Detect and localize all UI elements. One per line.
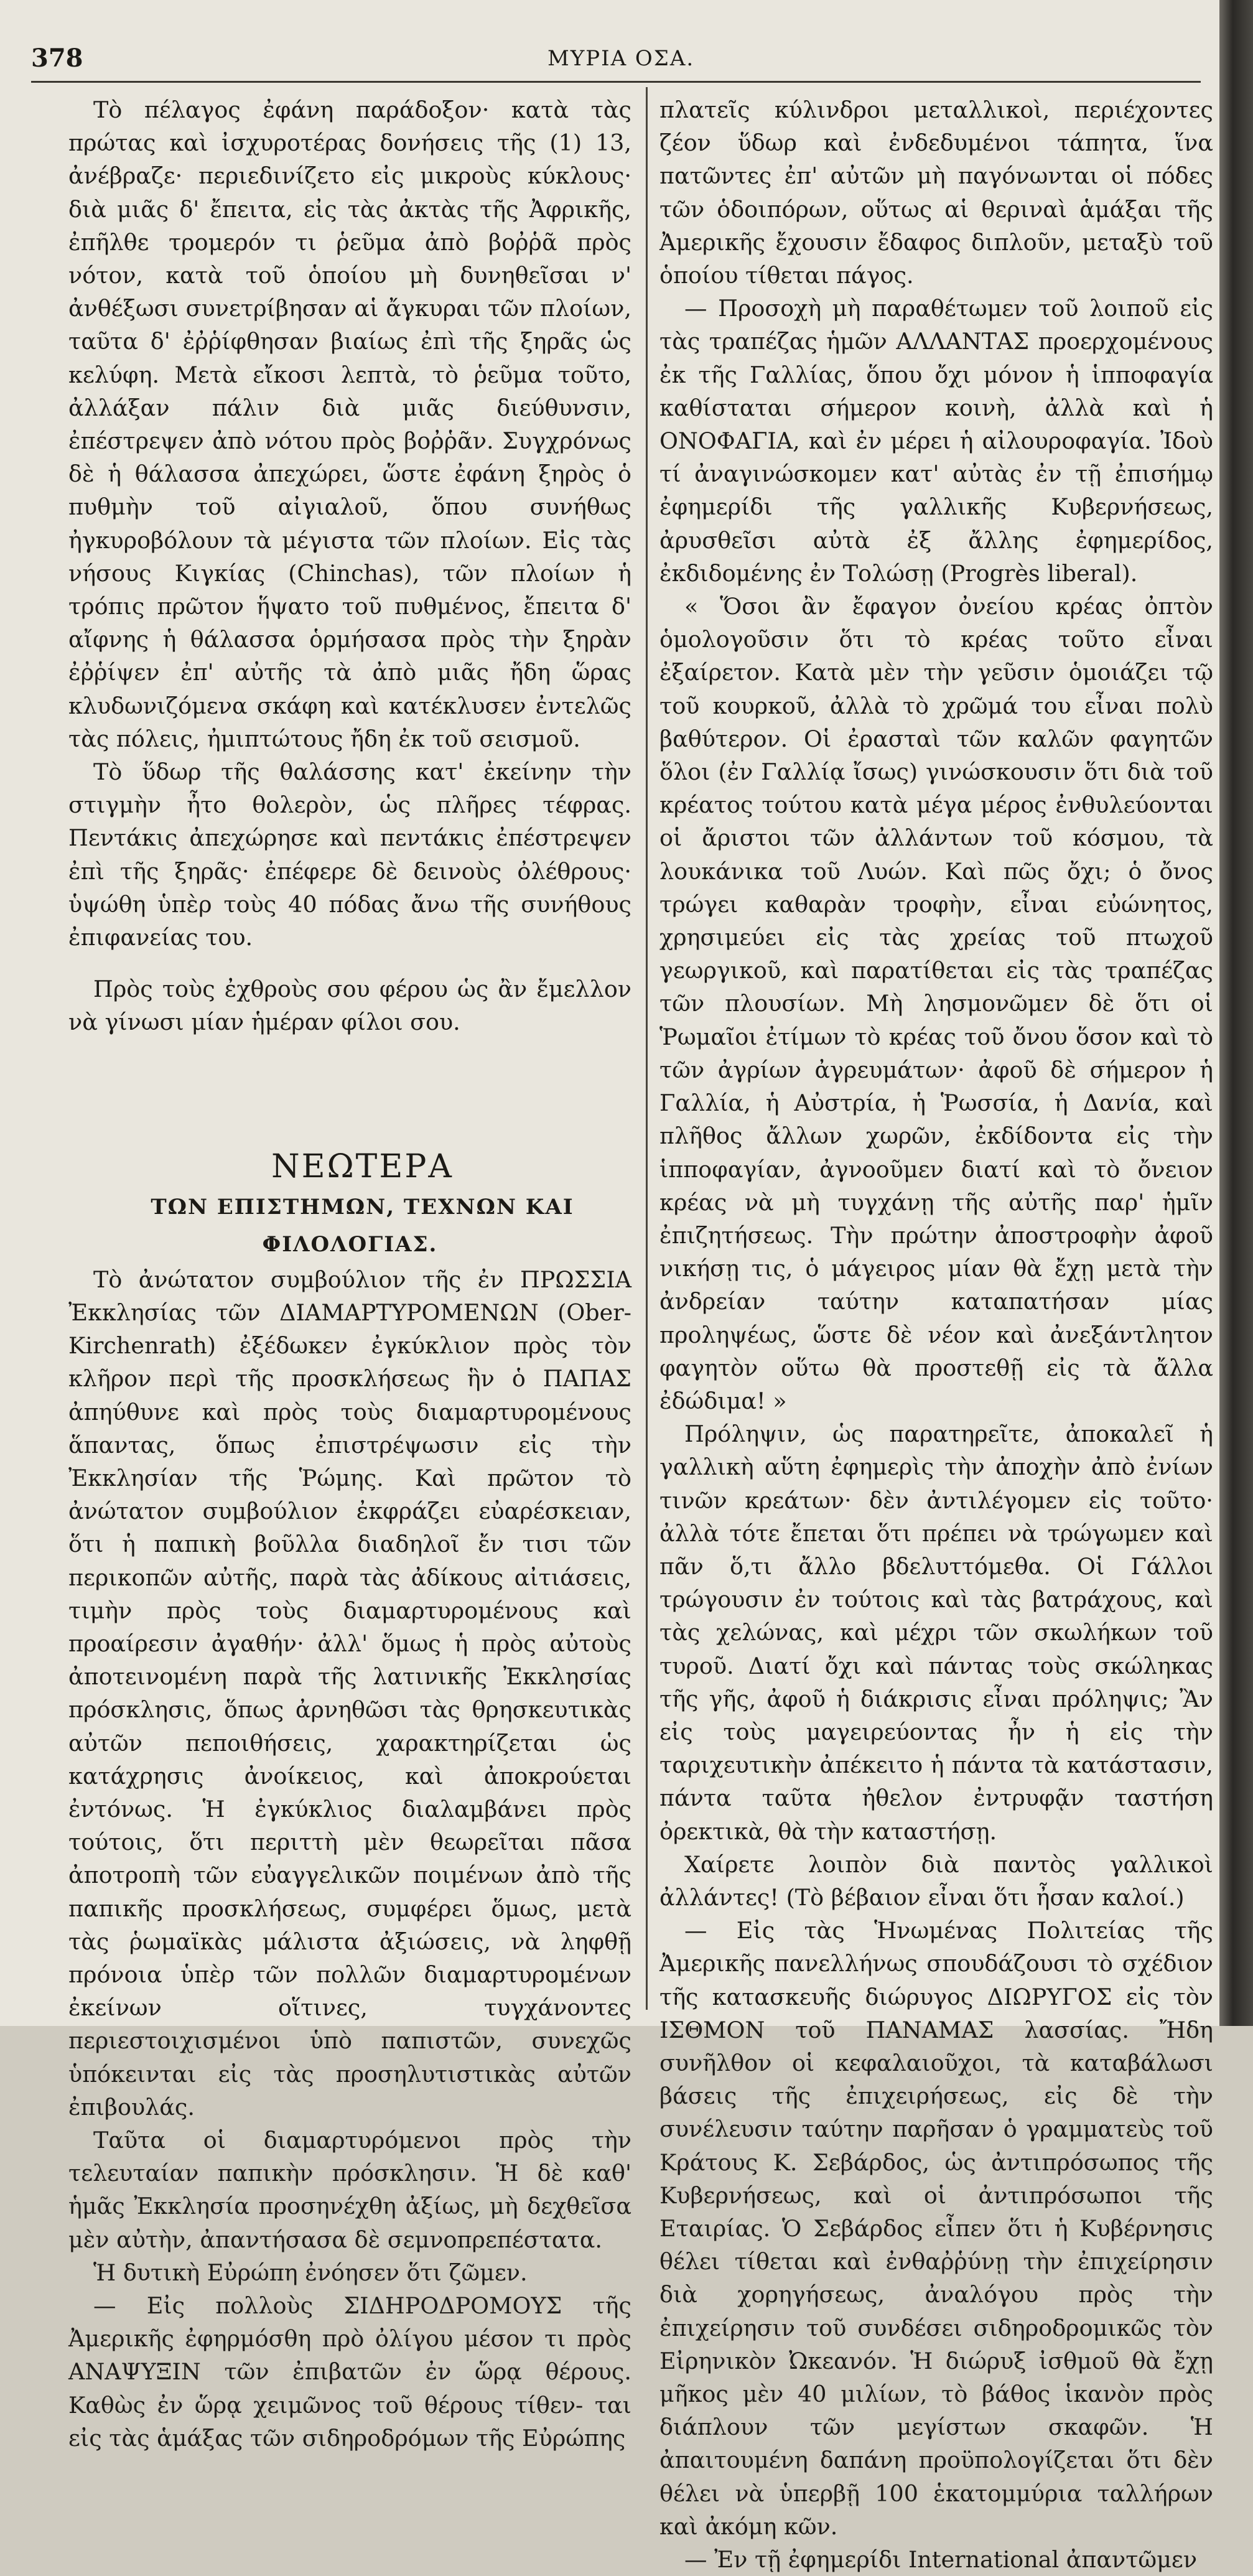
farewell-paragraph: Χαίρετε λοιπὸν διὰ παντὸς γαλλικοὶ ἀλλάντες! (Τὸ βέβαιον εἶναι ὅτι ἦσαν καλοί.) — [659, 1850, 1213, 1911]
spacer — [68, 954, 631, 973]
international-paragraph: — Ἐν τῇ ἐφημερίδι International ἀπαντῶμεν — [684, 2546, 1198, 2574]
section-subtitle: ΤΩΝ ΕΠΙΣΤΗΜΩΝ, ΤΕΧΝΩΝ ΚΑΙ ΦΙΛΟΛΟΓΙΑΣ. — [151, 1194, 574, 1257]
page-number: 378 — [31, 44, 83, 73]
railway-cooling-paragraph: — Εἰς πολλοὺς ΣΙΔΗΡΟΔΡΟΜΟΥΣ τῆς Ἀμερικῆς ἐφηρμόσθη πρὸ ὀλίγου μέσον τι πρὸς ΑΝΑΨΥΞΙΝ τῶν ἐπιβατῶν ἐν ὥρᾳ θέρους. Καθὼς ἐν ὥρᾳ χειμῶνος τοῦ θέρους τίθεν- ται εἰς τὰς ἁμάξας τῶν σιδηροδρόμων τῆς Εὐρώπης — [68, 2292, 631, 2452]
sausages-paragraph: — Προσοχὴ μὴ παραθέτωμεν τοῦ λοιποῦ εἰς τὰς τραπέζας ἡμῶν ΑΛΛΑΝΤΑΣ προερχομένους ἐκ τῆς Γαλλίας, ὅπου ὄχι μόνον ἡ ἱπποφαγία καθίσταται σήμερον κοινὴ, ἀλλὰ καὶ ἡ ΟΝΟΦΑΓΙΑ, καὶ ἐν μέρει ἡ αἰλουροφαγία. Ἰδοὺ τί ἀναγινώσκομεν κατ' αὐτὰς ἐν τῇ ἐπισήμῳ ἐφημερίδι τῆς γαλλικῆς Κυβερνήσεως, ἀρυσθεῖσι αὐτὰ ἐξ ἄλλης ἐφημερίδος, ἐκδιδομένης ἐν Τολώσῃ (Progrès liberal). — [659, 295, 1213, 587]
spacer — [68, 1039, 631, 1145]
earthquake-paragraph: Τὸ πέλαγος ἐφάνη παράδοξον· κατὰ τὰς πρώτας καὶ ἰσχυροτέρας δονήσεις τῆς (1) 13, ἀνέβραζε· περιεδινίζετο εἰς μικροὺς κύκλους· διὰ μιᾶς δ' ἔπειτα, εἰς τὰς ἀκτὰς τῆς Ἀφρικῆς, ἐπῆλθε τρομερόν τι ῥεῦμα ἀπὸ βοῤῥᾶ πρὸς νότον, κατὰ τοῦ ὁποίου μὴ δυνηθεῖσαι ν' ἀνθέξωσι συνετρίβησαν αἱ ἄγκυραι τῶν πλοίων, ταῦτα δ' ἐῤῥίφθησαν βιαίως ἐπὶ τῆς ξηρᾶς ὡς κελύφη. Μετὰ εἴκοσι λεπτὰ, τὸ ῥεῦμα τοῦτο, ἀλλάξαν πάλιν διὰ μιᾶς διεύθυνσιν, ἐπέστρεψεν ἀπὸ νότου πρὸς βοῤῥᾶν. Συγχρόνως δὲ ἡ θάλασσα ἀπεχώρει, ὥστε ἐφάνη ξηρὸς ὁ πυθμὴν τοῦ αἰγιαλοῦ, ὅπου συνήθως ἠγκυροβόλουν τὰ μέγιστα τῶν πλοίων. Εἰς τὰς νήσους Κιγκίας (Chinchas), τῶν πλοίων ἡ τρόπις πρῶτον ἥψατο τοῦ πυθμένος, ἔπειτα δ' αἴφνης ἡ θάλασσα ὁρμήσασα πρὸς τὴν ξηρὰν ἐῤῥίψεν ἐπ' αὐτῆς τὰ ἀπὸ μιᾶς ἤδη ὥρας κλυδωνιζόμενα σκάφη καὶ κατέκλυσεν ἐντελῶς τὰς πόλεις, ἠμιπτώτους ἤδη ἐκ τοῦ σεισμοῦ. — [68, 96, 631, 752]
panama-canal-paragraph: — Εἰς τὰς Ἡνωμένας Πολιτείας τῆς Ἀμερικῆς πανελλήνως σπουδάζουσι τὸ σχέδιον τῆς κατασκευῆς διώρυγος ΔΙΩΡΥΓΟΣ εἰς τὸν ΙΣΘΜΟΝ τοῦ ΠΑΝΑΜΑΣ λασσίας. Ἤδη συνῆλθον οἱ κεφαλαιοῦχοι, τὰ καταβάλωσι βάσεις τῆς ἐπιχειρήσεως, εἰς δὲ τὴν συνέλευσιν ταύτην παρῆσαν ὁ γραμματεὺς τοῦ Κράτους Κ. Σεβάρδος, ὡς ἀντιπρόσωπος τῆς Κυβερνήσεως, καὶ οἱ ἀντιπρόσωποι τῆς Εταιρίας. Ὁ Σεβάρδος εἶπεν ὅτι ἡ Κυβέρνησις θέλει τίθεται καὶ ἐνθαῤῥύνῃ τὴν ἐπιχείρησιν διὰ χορηγήσεως, ἀναλόγου πρὸς τὴν ἐπιχείρησιν τοῦ συνδέσει σιδηροδρομικῶς τὸν Εἰρηνικὸν Ὠκεανόν. Ἡ διώρυξ ἰσθμοῦ θὰ ἔχῃ μῆκος μὲν 40 μιλίων, τὸ βάθος ἱκανὸν πρὸς διάπλουν τῶν μεγίστων σκαφῶν. Ἡ ἀπαιτουμένη δαπάνη προϋπολογίζεται ὅτι δὲν θέλει νὰ ὑπερβῇ 100 ἑκατομμύρια ταλλήρων καὶ ἀκόμη κῶν. — [659, 1917, 1213, 2540]
header-rule — [31, 81, 1201, 83]
railway-continued-paragraph: πλατεῖς κύλινδροι μεταλλικοὶ, περιέχοντες ζέον ὕδωρ καὶ ἐνδεδυμένοι τάπητα, ἵνα πατῶντες ἐπ' αὐτῶν μὴ παγόνωνται οἱ πόδες τῶν ὁδοιπόρων, οὕτως αἱ θεριναὶ ἁμάξαι τῆς Ἀμερικῆς ἔχουσιν ἔδαφος διπλοῦν, μεταξὺ τοῦ ὁποίου τίθεται πάγος. — [659, 96, 1213, 289]
maxim-paragraph: Πρὸς τοὺς ἐχθροὺς σου φέρου ὡς ἂν ἔμελλον νὰ γίνωσι μίαν ἡμέραν φίλοι σου. — [68, 976, 631, 1036]
protestant-reply-paragraph: Ταῦτα οἱ διαμαρτυρόμενοι πρὸς τὴν τελευταίαν παπικὴν πρόσκλησιν. Ἡ δὲ καθ' ἡμᾶς Ἐκκλησία προσηνέχθη ἀξίως, μὴ δεχθεῖσα μὲν αὐτὴν, ἀπαντήσασα δὲ σεμνοπρεπέστατα. — [68, 2126, 631, 2253]
prussia-church-paragraph: Τὸ ἀνώτατον συμβούλιον τῆς ἐν ΠΡΩΣΣΙΑ Ἐκκλησίας τῶν ΔΙΑΜΑΡΤΥΡΟΜΕΝΩΝ (Ober-Kirchenrath) ἐξέδωκεν ἐγκύκλιον πρὸς τὸν κλῆρον περὶ τῆς προσκλήσεως ἣν ὁ ΠΑΠΑΣ ἀπηύθυνε καὶ πρὸς τοὺς διαμαρτυρομένους ἅπαντας, ὅπως ἐπιστρέψωσιν εἰς τὴν Ἐκκλησίαν τῆς Ῥώμης. Καὶ πρῶτον τὸ ἀνώτατον συμβούλιον ἐκφράζει εὐαρέσκειαν, ὅτι ἡ παπικὴ βοῦλλα διαδηλοῖ ἔν τισι τῶν περικοπῶν αὐτῆς, παρὰ τὰς ἀδίκους αἰτιάσεις, τιμὴν πρὸς τοὺς διαμαρτυρομένους καὶ προαίρεσιν ἀγαθήν· ἀλλ' ὅμως ἡ πρὸς αὐτοὺς ἀποτεινομένη παρὰ τῆς λατινικῆς Ἐκκλησίας πρόσκλησις, ὅπως ἀρνηθῶσι τὰς θρησκευτικὰς αὐτῶν πεποιθήσεις, χαρακτηρίζεται ὡς κατάχρησις ἀνοίκειος, καὶ ἀποκρούεται ἐντόνως. Ἡ ἐγκύκλιος διαλαμβάνει πρὸς τούτοις, ὅτι περιττὴ μὲν θεωρεῖται πᾶσα ἀποτροπὴ τῶν εὐαγγελικῶν ποιμένων ἀπὸ τῆς παπικῆς προσκλήσεως, συμφέρει ὅμως, μετὰ τὰς ῥωμαϊκὰς μάλιστα ἀξιώσεις, νὰ ληφθῇ πρόνοια ὑπὲρ τῶν πολλῶν διαμαρτυρομένων ἐκείνων οἵτινες, τυγχάνοντες περιεστοιχισμένοι ὑπὸ παπιστῶν, συνεχῶς ὑπόκεινται εἰς τὰς προσηλυτιστικὰς αὐτῶν ἐπιβουλάς. — [68, 1266, 631, 2121]
sea-water-paragraph: Τὸ ὕδωρ τῆς θαλάσσης κατ' ἐκείνην τὴν στιγμὴν ἦτο θολερὸν, ὡς πλῆρες τέφρας. Πεντάκις ἀπεχώρησε καὶ πεντάκις ἐπέστρεψεν ἐπὶ τῆς ξηρᾶς· ἐπέφερε δὲ δεινοὺς ὀλέθρους· ὑψώθη ὑπὲρ τοὺς 40 πόδας ἄνω τῆς συνήθους ἐπιφανείας του. — [68, 758, 631, 951]
section-title: ΝΕΩΤΕΡΑ — [271, 1147, 454, 1185]
left-column — [68, 93, 631, 2455]
running-title: ΜΥΡΙΑ ΟΣΑ. — [547, 46, 695, 71]
western-europe-paragraph: Ἡ δυτικὴ Εὐρώπη ἐνόησεν ὅτι ζῶμεν. — [93, 2259, 528, 2286]
prejudice-paragraph: Πρόληψιν, ὡς παρατηρεῖτε, ἀποκαλεῖ ἡ γαλλικὴ αὕτη ἐφημερὶς τὴν ἀποχὴν ἀπὸ ἐνίων τινῶν κρεάτων· δὲν ἀντιλέγομεν εἰς τοῦτο· ἀλλὰ τότε ἔπεται ὅτι πρέπει νὰ τρώγωμεν καὶ πᾶν ὅ,τι ἄλλο βδελυττόμεθα. Οἱ Γάλλοι τρώγουσιν ἐν τούτοις καὶ τὰς βατράχους, καὶ τὰς χελώνας, καὶ μέχρι τῶν σκωλήκων τοῦ τυροῦ. Διατί ὄχι καὶ πάντας τοὺς σκώληκας τῆς γῆς, ἀφοῦ ἡ διάκρισις εἶναι πρόληψις; Ἂν εἰς τοὺς μαγειρεύοντας ἦν ἡ εἰς τὴν ταριχευτικὴν ἀπέκειτο ἡ πάντα τὰ κατάστασιν, πάντα ταῦτα ἠθελον ἐντρυφᾷν ταστήση ὀρεκτικὰ, θὰ τὴν καταστήσῃ. — [659, 1421, 1213, 1845]
page-header — [31, 44, 1188, 81]
right-column — [659, 93, 1213, 2576]
column-divider — [646, 87, 648, 2010]
donkey-meat-quote: « Ὅσοι ἂν ἔφαγον ὀνείου κρέας ὀπτὸν ὁμολογοῦσιν ὅτι τὸ κρέας τοῦτο εἶναι ἐξαίρετον. Κατὰ μὲν τὴν γεῦσιν ὁμοιάζει τῷ τοῦ κουρκοῦ, ἀλλὰ τὸ χρῶμά του εἶναι πολὺ βαθύτερον. Οἱ ἐρασταὶ τῶν καλῶν φαγητῶν ὅλοι (ἐν Γαλλίᾳ ἴσως) γινώσκουσιν ὅτι διὰ τοῦ κρέατος τούτου κατὰ μέγα μέρος ἐνθυλεύονται οἱ ἄριστοι τῶν ἀλλάντων τοῦ κόσμου, τὰ λουκάνικα τοῦ Λυών. Καὶ πῶς ὄχι; ὁ ὄνος τρώγει καθαρὰν τροφὴν, εἶναι εὐώνητος, χρησιμεύει εἰς τὰς χρείας τοῦ πτωχοῦ γεωργικοῦ, καὶ παρατίθεται εἰς τὰς τραπέζας τῶν πλουσίων. Μὴ λησμονῶμεν δὲ ὅτι οἱ Ῥωμαῖοι ἐτίμων τὸ κρέας τοῦ ὄνου ὅσον καὶ τὸ τῶν ἀγρίων ἀγρευμάτων· ἀφοῦ δὲ σήμερον ἡ Γαλλία, ἡ Αὐστρία, ἡ Ῥωσσία, ἡ Δανία, καὶ πλῆθος ἄλλων χωρῶν, ἐκδίδοντα εἰς τὴν ἱπποφαγίαν, ἀγνοοῦμεν διατί καὶ τὸ ὄνειον κρέας νὰ μὴ τυγχάνῃ τῆς αὐτῆς παρ' ἡμῖν ἐπιζητήσεως. Τὴν πρώτην ἀποστροφὴν ἀφοῦ νικήσῃ τις, ὁ μάγειρος μίαν θὰ ἔχῃ μετὰ τὴν ἀνδρείαν ταύτην καταπατήσαν μίας προληψέως, ὥστε δὲ νέον καὶ ἀνεξάντλητον φαγητὸν οὕτω θὰ προστεθῇ εἰς τὰ ἄλλα ἐδώδιμα! » — [659, 593, 1213, 1414]
page-edge-shadow — [1219, 0, 1253, 2026]
